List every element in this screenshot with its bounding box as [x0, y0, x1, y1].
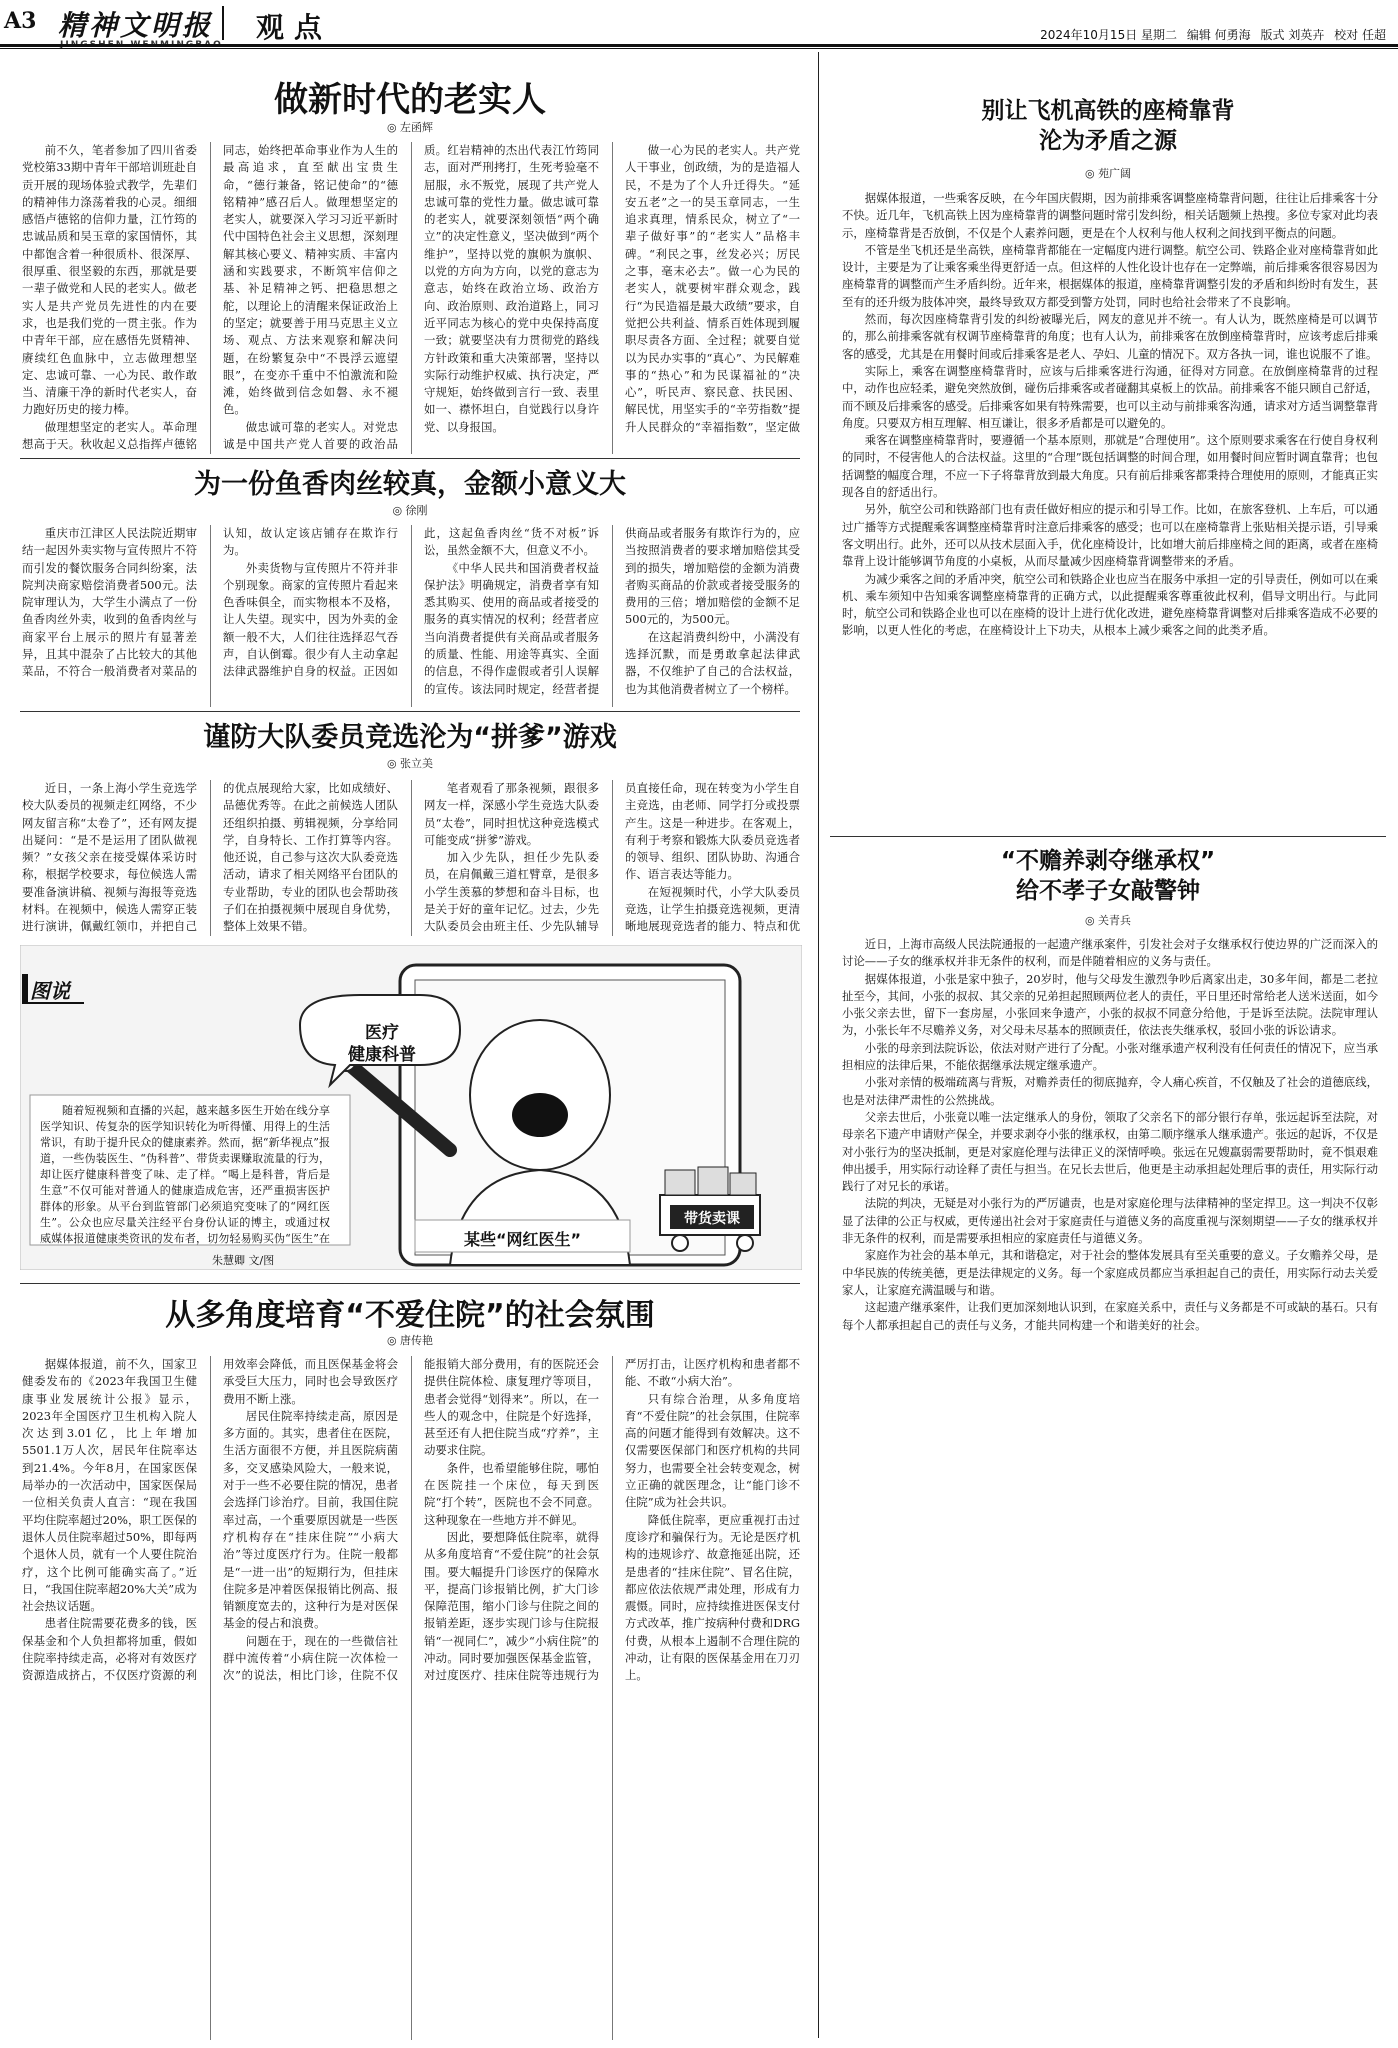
page-number: A3 — [4, 8, 37, 34]
article-body — [22, 525, 800, 707]
section-rule — [20, 458, 800, 459]
article-title: 做新时代的老实人 — [274, 80, 546, 120]
cartoon-text — [40, 1103, 330, 1248]
paragraph: 居民住院率持续走高，原因是多方面的。其实，患者住在医院，生活方面很不方便，并且医院病菌多，交叉感染风险大，一般来说，对于一些不必要住院的情况，患者会选择门诊治疗。目前，我国住院率过高，一个重要原因就是一些医疗机构存在“挂床住院”“小病大治”等过度医疗行为。住院一般都是“一进一出”的短期行为，但挂床住院多是冲着医保报销比例高、报销额度宽去的，这种行为是对医保基金的侵占和浪费。 — [223, 1408, 398, 1631]
paragraph: 在这起消费纠纷中，小满没有选择沉默，而是勇敢拿起法律武器，不仅维护了自己的合法权益，也为其他消费者树立了一个榜样。 — [625, 629, 800, 696]
article-body — [22, 142, 800, 454]
sidebar-article-byline: ◎ 关青兵 — [830, 912, 1386, 928]
paragraph: 小张的母亲到法院诉讼，依法对财产进行了分配。小张对继承遗产权利没有任何责任的情况下，应当承担相应的法律后果，不能依据继承法规定继承遗产。 — [842, 1040, 1378, 1073]
paragraph: 这起遗产继承案件，让我们更加深刻地认识到，在家庭关系中，责任与义务都是不可或缺的基石。只有每个人都承担起自己的责任与义务，才能共同构建一个和谐美好的社会。 — [842, 1300, 1378, 1332]
article-title: 从多角度培育“不爱住院”的社会氛围 — [165, 1298, 655, 1333]
paragraph: 做一心为民的老实人。共产党人干事业，创政绩，为的是造福人民，不是为了个人升迁得失。“延安五老”之一的吴玉章同志，一生追求真理，情系民众，树立了“一辈子做好事”的“老实人”品格丰碑。“利民之事，丝发必兴；厉民之事，毫末必去”。做一心为民的老实人，就要树牢群众观念，践行“为民造福是最大政绩”要求，自觉把公共利益、情系百姓体现到履职尽责各方面、全过程；就要自觉以为民办实事的“真心”、为民解难事的“热心”和为民谋福祉的“决心”，听民声、察民意、扶民困、解民忧，用坚实手的“辛劳指数”提升人民群众的“幸福指数”，坚定做 — [625, 143, 800, 434]
paragraph: 据媒体报道，一些乘客反映，在今年国庆假期，因为前排乘客调整座椅靠背问题，往往让后排乘客十分不快。近几年，飞机高铁上因为座椅靠背的调整问题时常引发纠纷，相关话题频上热搜。多位专家对此均表示，座椅靠背是否放倒，不仅是个人素养问题，更是在个人权利与他人权利之间找到平衡点的问题。 — [842, 191, 1378, 240]
paragraph: 笔者观看了那条视频，跟很多网友一样，深感小学生竞选大队委员“太卷”，同时担忧这种竞选模式可能变成“拼爹”游戏。 — [424, 781, 599, 847]
paragraph: 做忠诚可靠的老实人。对党忠诚是中国共产党人首要的政治品质。红岩精神的杰出代表江竹筠同志，面对严刑拷打，生死考验毫不屈服，永不叛党，展现了共产党人忠诚可靠的党性力量。做忠诚可靠的老实人，就要深刻领悟“两个确立”的决定性意义，坚决做到“两个维护”，坚持以党的旗帜为旗帜、以党的方向为方向，以党的意志为意志，始终在政治立场、政治方向、政治原则、政治道路上，同习近平同志为核心的党中央保持高度一致；就要坚决有力贯彻党的路线方针政策和重大决策部署，坚持以实际行动维护权威、执行决定，严守规矩，始终做到言行一致、表里如一、襟怀坦白，自觉践行以身许党、以身报国。 — [223, 143, 599, 452]
paragraph: 小张对亲情的极端疏离与背叛，对赡养责任的彻底抛弃，令人痛心疾首，不仅触及了社会的道德底线，也是对法律严肃性的公然挑战。 — [842, 1075, 1378, 1107]
sidebar-article-body — [842, 936, 1378, 2038]
title-line: “不赡养剥夺继承权” — [1000, 848, 1216, 874]
paragraph: 只有综合治理，从多角度培育“不爱住院”的社会氛围，住院率高的问题才能得到有效解决。这不仅需要医保部门和医疗机构的共同努力，也需要全社会转变观念，树立正确的就医理念，让“能门诊不住院”成为社会共识。 — [625, 1391, 800, 1510]
cartoon-label: 图说 — [30, 979, 70, 1003]
sidebar-article-title — [830, 846, 1386, 906]
paragraph: 做理想坚定的老实人。革命理想高于天。秋收起义总指挥卢德铭同志，始终把革命事业作为人生的最高追求，直至献出宝贵生命，“德行兼备，铭记使命”的“德铭精神”感召后人。做理想坚定的老实人，就要深入学习习近平新时代中国特色社会主义思想，深刻理解其核心要义、精神实质、丰富内涵和实践要求，不断筑牢信仰之基、补足精神之钙、把稳思想之舵，以理论上的清醒来保证政治上的坚定；就要善于用马克思主义立场、观点、方法来观察和解决问题，在纷繁复杂中“不畏浮云遮望眼”，在变亦千重中不怕激流和险滩，始终做到信念如磐、永不褪色。 — [22, 143, 398, 452]
title-line: 别让飞机高铁的座椅靠背 — [981, 98, 1235, 124]
sidebar-article-body — [842, 190, 1378, 830]
section-rule — [20, 711, 800, 712]
paragraph: 家庭作为社会的基本单元，其和谐稳定，对于社会的整体发展具有至关重要的意义。子女赡养父母，是中华民族的传统美德，更是法律规定的义务。每一个家庭成员都应当承担起自己的责任，用实际行动去关爱家人，让家庭充满温暖与和谐。 — [842, 1248, 1378, 1297]
paragraph: 据媒体报道，小张是家中独子，20岁时，他与父母发生激烈争吵后离家出走，30多年间，都是二老拉扯至今，其间，小张的叔叔、其父亲的兄弟担起照顾两位老人的责任，平日里还时常给老人送米送面，如今小张父亲去世，留下一套房屋，小张回来争遗产，小张的叔叔不同意分给他，于是诉至法院。法院审理认为，小张长年不尽赡养义务，对父母未尽基本的照顾责任，依法丧失继承权，驳回小张的诉讼请求。 — [842, 971, 1378, 1038]
article-byline: ◎ 左函辉 — [20, 119, 800, 135]
sidebar-article-title — [830, 96, 1386, 156]
paragraph: 问题在于，现在的一些微信社群中流传着“小病住院一次体检一次”的说法，相比门诊，住院不仅能报销大部分费用，有的医院还会提供住院体检、康复理疗等项目，患者会觉得“划得来”。所以，在一些人的观念中，住院是个好选择，甚至还有人把住院当成“疗养”，主动要求住院。 — [223, 1357, 599, 1683]
paragraph: 据媒体报道，前不久，国家卫健委发布的《2023年我国卫生健康事业发展统计公报》显示，2023年全国医疗卫生机构入院人次达到3.01亿，比上年增加5501.1万人次，居民年住院率达到21.4%。今年8月，在国家医保局举办的一次活动中，国家医保局一位相关负责人直言：“现在我国平均住院率超过20%，职工医保的退休人员住院率超过50%，即每两个退休人员，就有一个人要住院治疗，这个比例可能确实高了。”近日，“我国住院率超20%大关”成为社会热议话题。 — [22, 1357, 197, 1614]
article-title: 谨防大队委员竞选沦为“拼爹”游戏 — [203, 722, 617, 753]
bubble-line: 健康科普 — [348, 1045, 416, 1065]
title-line: 沦为矛盾之源 — [1039, 128, 1177, 154]
article-title: 为一份鱼香肉丝较真，金额小意义大 — [194, 469, 626, 500]
designer-credit: 版式 刘英卉 — [1260, 28, 1325, 42]
paragraph: 随着短视频和直播的兴起，越来越多医生开始在线分享医学知识、传复杂的医学知识转化为听得懂、用得上的生活常识，有助于提升民众的健康素养。然而，据“新华视点”报道，一些伪装医生、“伪科普”、带货卖课赚取流量的行为，却让医疗健康科普变了味、走了样。“喝上是科普，背后是生意”不仅可能对普通人的健康造成危害，还严重损害医护群体的形象。从平台到监管部门必须追究变味了的“网红医生”。公众也应尽量关注经平台身份认证的博主，或通过权威媒体报道健康类资讯的发布者，切勿轻易购买伪“医生”在 — [40, 1104, 330, 1245]
article-byline: ◎ 张立美 — [20, 755, 800, 771]
section-rule — [830, 836, 1386, 837]
paragraph: 条件，也希望能够住院，哪怕在医院挂一个床位，每天到医院“打个转”，医院也不会不同意。这种现象在一些地方并不鲜见。 — [424, 1460, 599, 1527]
cartoon-credit: 朱慧卿 文/图 — [212, 1254, 275, 1267]
title-line: 给不孝子女敲警钟 — [1016, 878, 1200, 904]
section-name: 观点 — [256, 11, 333, 44]
issue-date: 2024年10月15日 星期二 — [1040, 28, 1178, 42]
paragraph: 因此，要想降低住院率，就得从多角度培育“不爱住院”的社会氛围。要大幅提升门诊医疗的保障水平，提高门诊报销比例，扩大门诊保障范围，缩小门诊与住院之间的报销差距，逐步实现门诊与住院报销“一视同仁”，减少“小病住院”的冲动。同时要加强医保基金监管，对过度医疗、挂床住院等违规行为严厉打击，让医疗机构和患者都不能、不敢“小病大治”。 — [424, 1357, 800, 1683]
paragraph: 然而，每次因座椅靠背引发的纠纷被曝光后，网友的意见并不统一。有人认为，既然座椅是可以调节的，那么前排乘客就有权调节座椅靠背的角度；也有人认为，前排乘客在放倒座椅靠背时，应该考虑后排乘客的感受，尤其是在用餐时间或后排乘客是老人、孕妇、儿童的情况下。双方各执一词，谁也说服不了谁。 — [842, 312, 1378, 361]
editor-credit: 编辑 何勇海 — [1186, 28, 1251, 42]
section-rule — [20, 1283, 800, 1284]
bubble-line: 医疗 — [365, 1023, 399, 1043]
paragraph: 前不久，笔者参加了四川省委党校第33期中青年干部培训班赴自贡开展的现场体验式教学，先辈们的精神伟力涤荡着我的心灵。细细感悟卢德铭的信仰力量，江竹筠的忠诚品质和吴玉章的家国情怀，其中都饱含着一种很质朴、很深厚、很厚重、很坚毅的东西，那就是要一辈子做党和人民的老实人。做老实人是共产党员先进性的内在要求，也是我们党的一贯主张。作为中青年干部，应在感悟先贤精神、赓续红色血脉中，立志做理想坚定、忠诚可靠、一心为民、敢作敢当、清廉干净的新时代老实人，奋力跑好历史的接力棒。 — [22, 143, 197, 417]
article-byline: ◎ 唐传艳 — [20, 1332, 800, 1348]
paragraph: 降低住院率，更应重视打击过度诊疗和骗保行为。无论是医疗机构的违规诊疗、故意拖延出院，还是患者的“挂床住院”、冒名住院，都应依法依规严肃处理，形成有力震慑。同时，应持续推进医保支付方式改革，推广按病种付费和DRG付费，从根本上遏制不合理住院的冲动，让有限的医保基金用在刀刃上。 — [625, 1512, 800, 1683]
paragraph: 法院的判决，无疑是对小张行为的严厉谴责，也是对家庭伦理与法律精神的坚定捍卫。这一判决不仅彰显了法律的公正与权威，更传递出社会对于家庭责任与道德义务的高度重视与深刻期望——子女的继承权并非无条件的权利，而是需要承担相应的家庭责任与道德义务。 — [842, 1196, 1378, 1246]
masthead-rule — [0, 44, 1398, 47]
article-body — [22, 1356, 800, 2040]
paragraph: 在短视频时代，小学大队委员竞选，让学生拍摄竞选视频，更清晰地展现竞选者的能力、特点和优 — [625, 884, 800, 934]
paragraph: 近日，一条上海小学生竞选学校大队委员的视频走红网络，不少网友留言称“太卷了”，还有网友提出疑问：“是不是运用了团队做视频？”女孩父亲在接受媒体采访时称，根据学校要求，每位候选人需要准备演讲稿、视频与海报等竞选材料。在视频中，候选人需穿正装进行演讲，佩戴红领巾，并把自己的优点展现给大家，比如成绩好、品德优秀等。在此之前候选人团队还组织拍摄、剪辑视频，分享给同学，自身特长、工作打算等内容。他还说，自己参与这次大队委竞选活动，请求了相关网络平台团队的专业帮助，专业的团队也会帮助孩子们在拍摄视频中展现自身优势，整体上效果不错。 — [22, 781, 398, 934]
paragraph: 父亲去世后，小张竟以唯一法定继承人的身份，领取了父亲名下的部分银行存单，张远起诉至法院，对母亲名下遗产申请财产保全，并要求剥夺小张的继承权，由第二顺序继承人继承遗产。张远的起诉，不仅是对小张行为的坚决抵制，更是对家庭伦理与法律正义的深情呼唤。张远在兄嫂羸弱需要帮助时，竟不惧艰难伸出援手，用实际行动诠释了责任与担当。在兄长去世后，他更是主动承担起处理后事的责任，用实际行动践行了对兄长的承诺。 — [842, 1109, 1378, 1194]
article-byline: ◎ 徐刚 — [20, 502, 800, 518]
paragraph: 重庆市江津区人民法院近期审结一起因外卖实物与宣传照片不符而引发的餐饮服务合同纠纷案，法院判决商家赔偿消费者500元。法院审理认为，大学生小满点了一份鱼香肉丝外卖，收到的鱼香肉丝与商家平台上展示的照片有显著差异，且其中混杂了占比较大的其他菜品，不符合一般消费者对菜品的认知，故认定该店铺存在欺诈行为。 — [22, 526, 398, 679]
paragraph: 《中华人民共和国消费者权益保护法》明确规定，消费者享有知悉其购买、使用的商品或者接受的服务的真实情况的权利；经营者应当向消费者提供有关商品或者服务的质量、性能、用途等真实、全面的信息，不得作虚假或者引人误解的宣传。该法同时规定，经营者提供商品或者服务有欺诈行为的，应当按照消费者的要求增加赔偿其受到的损失，增加赔偿的金额为消费者购买商品的价款或者接受服务的费用的三倍；增加赔偿的金额不足500元的，为500元。 — [424, 526, 800, 696]
paragraph: 为减少乘客之间的矛盾冲突，航空公司和铁路企业也应当在服务中承担一定的引导责任，例如可以在乘机、乘车须知中告知乘客调整座椅靠背的正确方式，以此提醒乘客尊重彼此权利，倡导文明出行。与此同时，航空公司和铁路企业也可以在座椅的设计上进行优化改进，避免座椅靠背调整对后排乘客造成不必要的影响，以更人性化的考虑，在座椅设计上下功夫，从根本上减少乘客之间的此类矛盾。 — [842, 571, 1378, 638]
cart-sign: 带货卖课 — [684, 1211, 740, 1227]
masthead-rule-thin — [0, 48, 1398, 49]
paragraph: 另外，航空公司和铁路部门也有责任做好相应的提示和引导工作。比如，在旅客登机、上车后，可以通过广播等方式提醒乘客调整座椅靠背时注意后排乘客的感受；也可以在座椅靠背上张贴相关提示语，引导乘客文明出行。此外，还可以从技术层面入手，优化座椅设计，比如增大前后排座椅之间的距离，或者在座椅靠背上设计能够调节角度的小桌板，从而尽量减少因座椅靠背调整带来的矛盾。 — [842, 502, 1378, 569]
paragraph: 患者住院需要花费多的钱，医保基金和个人负担都将加重，假如住院率持续走高，必将对有效医疗资源造成挤占，不仅医疗资源的利用效率会降低，而且医保基金将会承受巨大压力，同时也会导致医疗费用不断上涨。 — [22, 1357, 398, 1683]
speech-bubble-text — [312, 1022, 452, 1066]
cartoon-caption: 某些“网红医生” — [463, 1230, 582, 1249]
issue-meta — [1034, 26, 1386, 43]
proofreader-credit: 校对 任超 — [1334, 28, 1386, 42]
paragraph: 实际上，乘客在调整座椅靠背时，应该与后排乘客进行沟通，征得对方同意。在放倒座椅靠背的过程中，动作也应轻柔，避免突然放倒，碰伤后排乘客或者碰翻其桌板上的饮品。前排乘客不能只顾自己舒适，而不顾及后排乘客的感受。后排乘客如果有特殊需要，也可以主动与前排乘客沟通，请求对方适当调整靠背角度。只要双方相互理解、相互谦让，很多矛盾都是可以避免的。 — [842, 363, 1378, 430]
sidebar-article-byline: ◎ 苑广阔 — [830, 165, 1386, 181]
sidebar-divider — [818, 52, 819, 2038]
paragraph: 加入少先队，担任少先队委员，在肩佩戴三道杠臂章，是很多小学生羡慕的梦想和奋斗目标，也是关于好的童年记忆。过去，少先大队委员会由班主任、少先队辅导员直接任命，现在转变为小学生自主竞选，由老师、同学打分或投票产生。这是一种进步。在客观上，有利于考察和锻炼大队委员竞选者的领导、组织、团队协助、沟通合作、语言表达等能力。 — [424, 781, 800, 934]
paragraph: 近日，上海市高级人民法院通报的一起遗产继承案件，引发社会对子女继承权行使边界的广泛而深入的讨论——子女的继承权并非无条件的权利，而是伴随着相应的义务与责任。 — [842, 937, 1378, 969]
paragraph: 外卖货物与宣传照片不符并非个别现象。商家的宣传照片看起来色香味俱全，而实物根本不及格，让人失望。现实中，因为外卖的金额一般不大，人们往往选择忍气吞声，自认倒霉。很少有人主动拿起法律武器维护自身的权益。正因如此，这起鱼香肉丝“货不对板”诉讼，虽然金额不大，但意义不小。 — [223, 526, 599, 679]
newspaper-name: 精神文明报 — [58, 9, 214, 42]
paragraph: 乘客在调整座椅靠背时，要遵循一个基本原则，那就是“合理使用”。这个原则要求乘客在行使自身权利的同时，不侵害他人的合法权益。这里的“合理”既包括调整的时间合理，如用餐时间应暂时调直靠背；也包括调整的幅度合理，不应一下子将靠背放到最大角度。只有前后排乘客都秉持合理使用的原则，才能真正实现各自的舒适出行。 — [842, 433, 1378, 500]
paragraph: 不管是坐飞机还是坐高铁，座椅靠背都能在一定幅度内进行调整。航空公司、铁路企业对座椅靠背如此设计，主要是为了让乘客乘坐得更舒适一点。但这样的人性化设计也存在一定弊端，前后排乘客很容易因为座椅靠背的调整而产生矛盾纠纷。近年来，根据媒体的报道，座椅靠背调整引发的矛盾和纠纷时有发生，甚至有的还升级为肢体冲突，最终导致双方都受到警方处罚，同时也给社会带来了不良影响。 — [842, 242, 1378, 309]
masthead-divider — [222, 6, 224, 40]
article-body — [22, 780, 800, 936]
